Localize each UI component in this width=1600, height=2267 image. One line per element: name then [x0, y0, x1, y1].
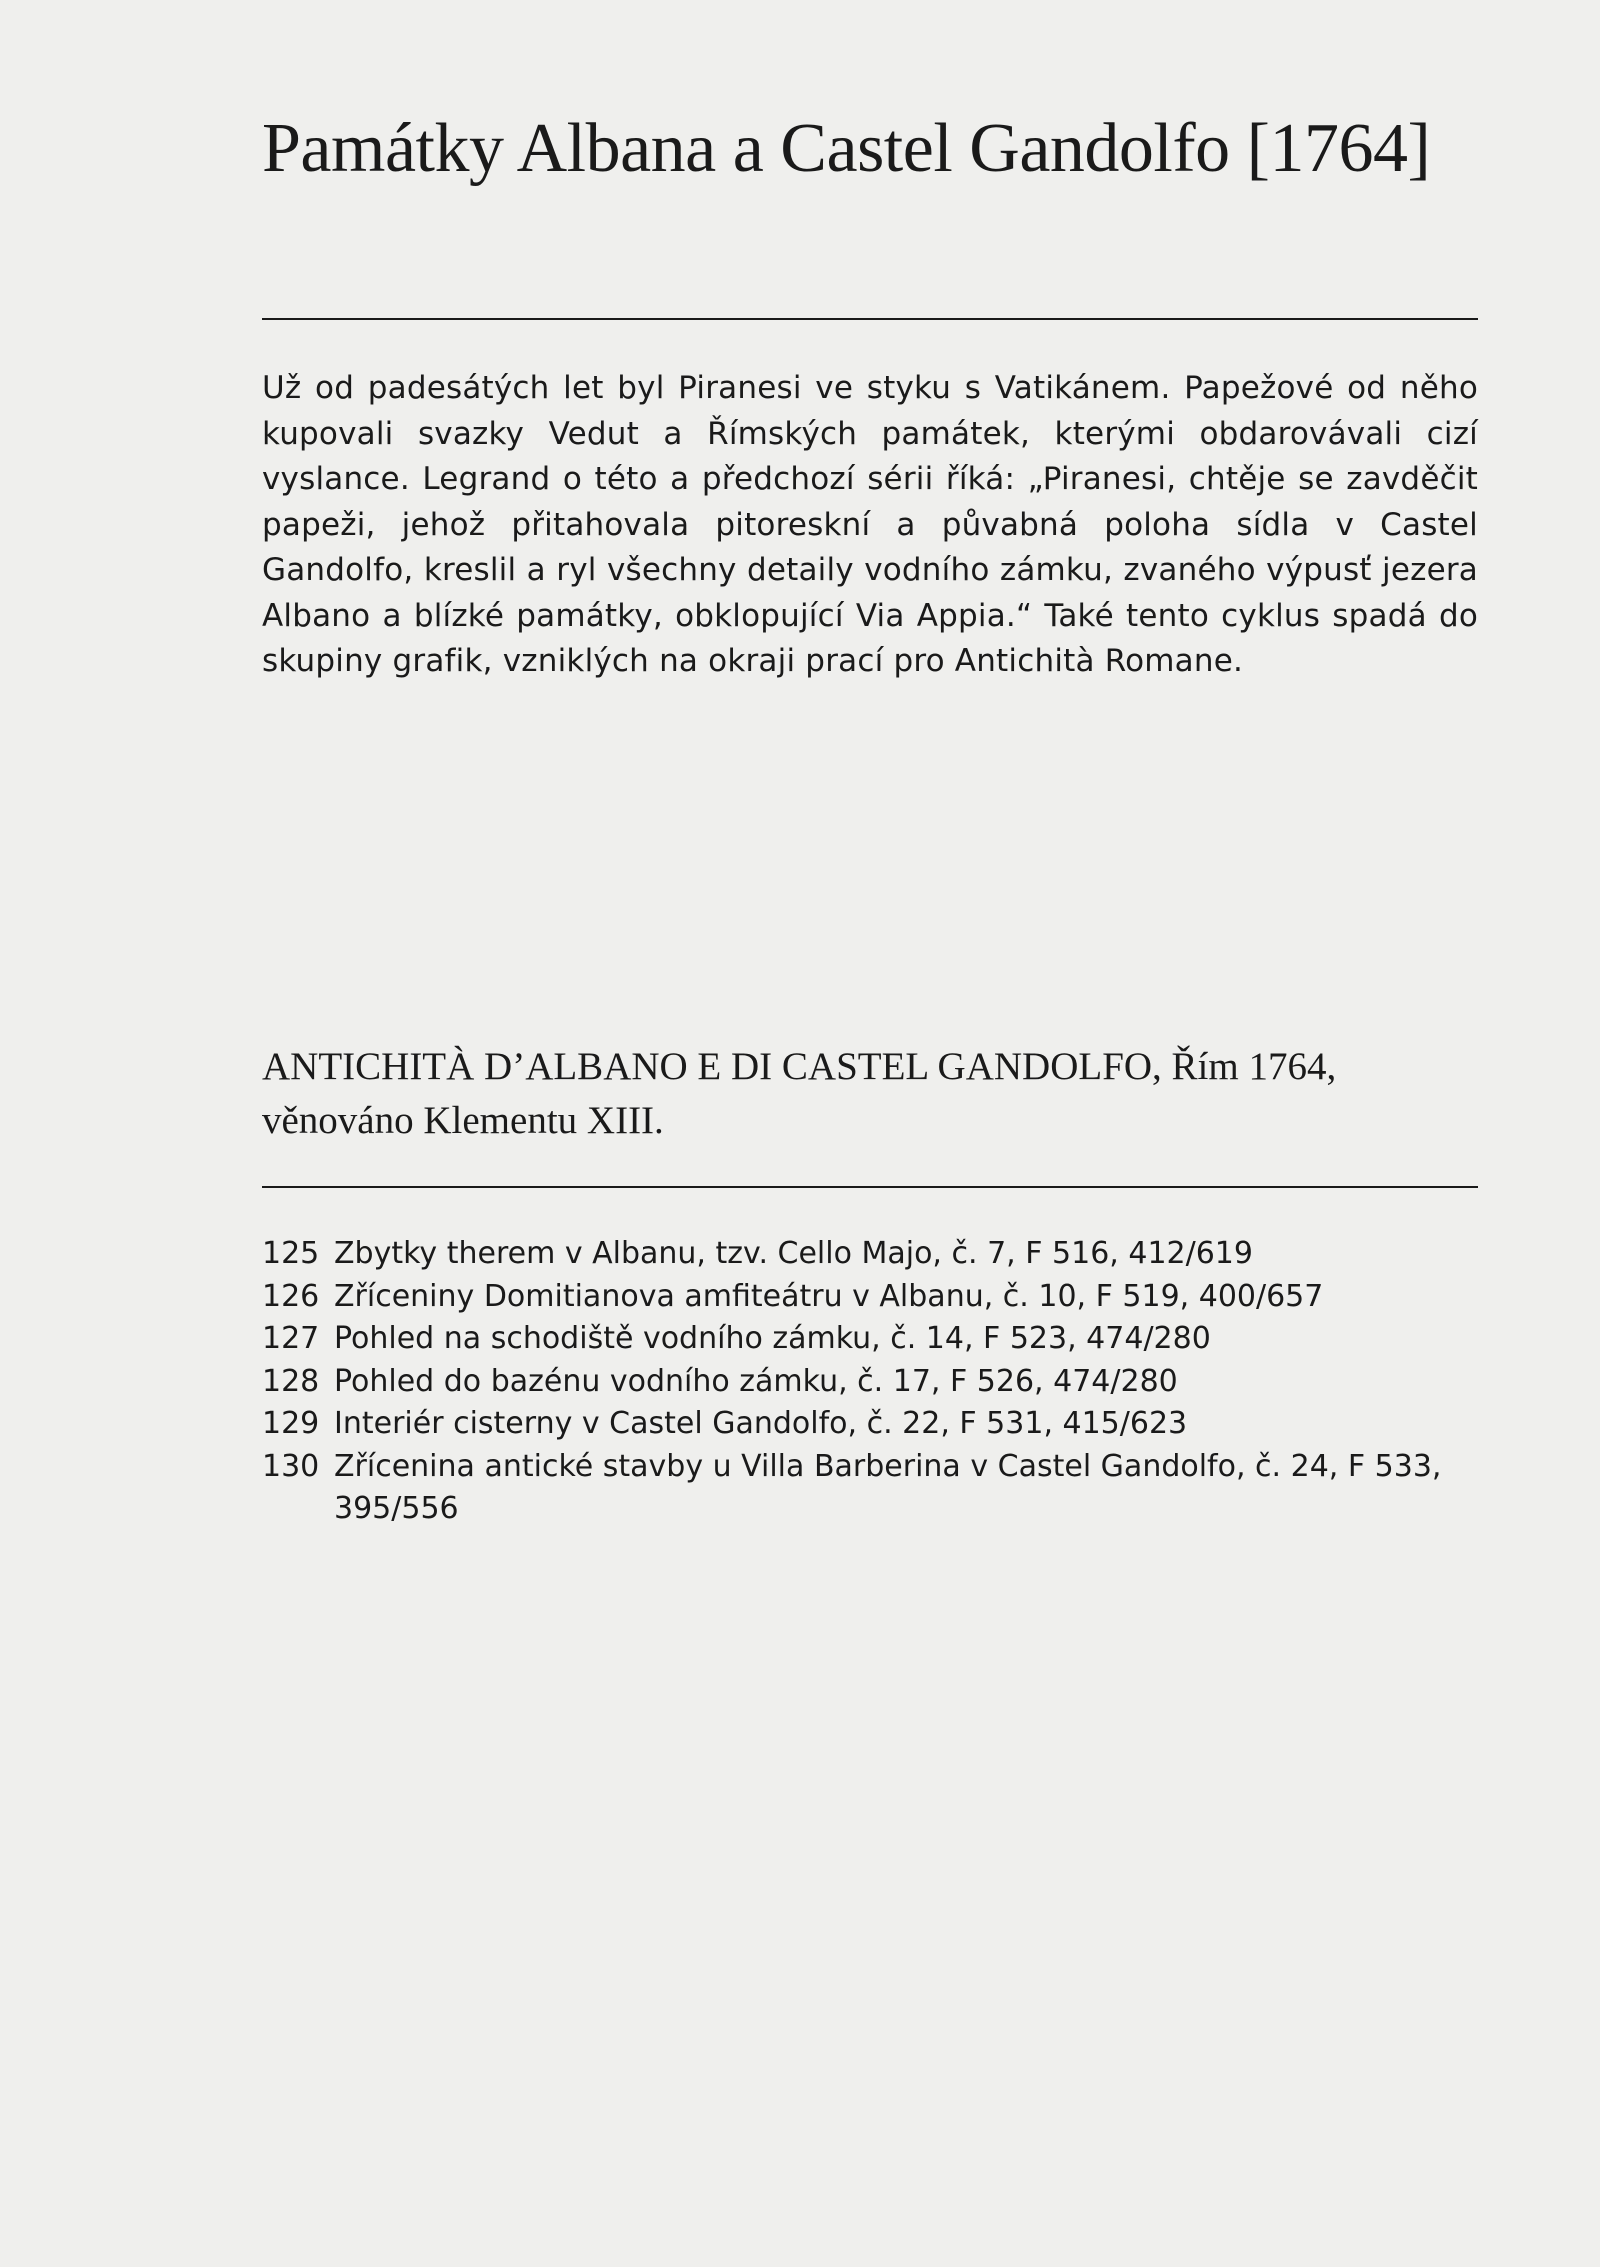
work-description: Zřícenina antické stavby u Villa Barberina v Castel Gandolfo, č. 24, F 533, 395/556	[334, 1448, 1442, 1526]
work-number: 128	[262, 1363, 320, 1399]
work-description: Zříceniny Domitianova amfiteátru v Albanu, č. 10, F 519, 400/657	[334, 1278, 1324, 1314]
work-number: 126	[262, 1278, 320, 1314]
list-item	[262, 1233, 1478, 1276]
list-item	[262, 1361, 1478, 1404]
work-number: 129	[262, 1406, 320, 1441]
list-item	[262, 1403, 1478, 1446]
work-number: 130	[262, 1448, 320, 1484]
work-description: Pohled na schodiště vodního zámku, č. 14, F 523, 474/280	[334, 1321, 1211, 1356]
series-title-line: ANTICHITÀ D’ALBANO E DI CASTEL GANDOLFO, Řím 1764,	[262, 1045, 1337, 1088]
list-item	[262, 1446, 1478, 1531]
title-divider	[262, 318, 1478, 320]
series-divider	[262, 1186, 1478, 1188]
work-description: Zbytky therem v Albanu, tzv. Cello Majo, č. 7, F 516, 412/619	[334, 1236, 1253, 1271]
series-heading	[262, 1040, 1502, 1148]
works-list	[262, 1233, 1478, 1531]
series-dedication-line: věnováno Klementu XIII.	[262, 1099, 664, 1142]
work-description: Interiér cisterny v Castel Gandolfo, č. 22, F 531, 415/623	[334, 1406, 1188, 1441]
work-description: Pohled do bazénu vodního zámku, č. 17, F 526, 474/280	[334, 1363, 1178, 1399]
work-number: 127	[262, 1321, 320, 1356]
list-item	[262, 1276, 1478, 1319]
intro-paragraph: Už od padesátých let byl Piranesi ve styku s Vatikánem. Papežové od něho kupovali svazky Vedut a Římských památek, kterými obdarovávali cizí vyslance. Legrand o této a předchozí sérii říká: „Piranesi, chtěje se zavděčit papeži, jehož přitahovala pitoreskní a půvabná poloha sídla v Castel Gandolfo, kreslil a ryl všechny detaily vodního zámku, zvaného výpusť jezera Albano a blízké památky, obklopující Via Appia.“ Také tento cyklus spadá do skupiny grafik, vzniklých na okraji prací pro Antichità Romane.	[262, 370, 1478, 679]
list-item	[262, 1318, 1478, 1361]
page-title: Památky Albana a Castel Gandolfo [1764]	[262, 110, 1431, 187]
work-number: 125	[262, 1236, 320, 1271]
